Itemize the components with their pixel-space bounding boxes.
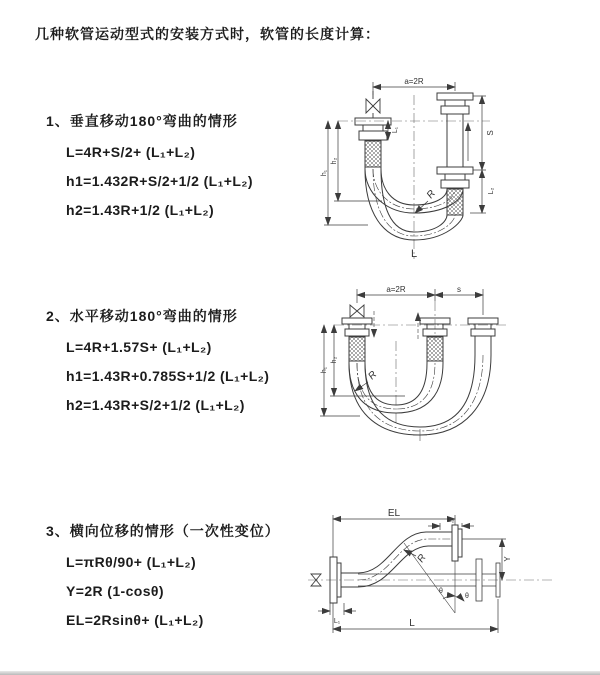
section-horizontal-movement	[46, 306, 269, 426]
formula-line: Y=2R (1-cosθ)	[66, 583, 164, 599]
theta-label: θ	[465, 593, 469, 600]
valve-icon	[366, 91, 380, 118]
theta-label: θ	[439, 588, 443, 595]
dim-label-l2: L₂	[447, 517, 455, 524]
section-lateral-displacement	[46, 521, 280, 641]
section-heading: 3、横向位移的情形（一次性变位）	[46, 523, 280, 539]
section-vertical-movement	[46, 111, 253, 231]
formula-line: L=4R+1.57S+ (L₁+L₂)	[66, 339, 212, 355]
formula-line: h2=1.43R+S/2+1/2 (L₁+L₂)	[66, 397, 245, 413]
dim-label-h1: h₁	[321, 169, 328, 177]
formula-line: L=4R+S/2+ (L₁+L₂)	[66, 144, 196, 160]
dim-label-l1: L₁	[392, 126, 399, 134]
dim-label-h1: h₁	[321, 366, 328, 374]
centerlines	[338, 95, 490, 259]
radius-label: R	[415, 552, 429, 565]
dim-label-el: EL	[387, 508, 401, 519]
diagram-horizontal-180-bend	[310, 283, 550, 458]
dim-label-h2: h₂	[331, 157, 338, 165]
valve-icon	[350, 305, 364, 317]
section-heading: 1、垂直移动180°弯曲的情形	[46, 113, 238, 129]
displaced-hose	[358, 525, 462, 587]
right-fitting	[437, 93, 473, 215]
hose-loops	[349, 355, 491, 435]
formula-line: h1=1.43R+0.785S+1/2 (L₁+L₂)	[66, 368, 270, 384]
dim-label-l1: L₁	[333, 618, 341, 625]
formula-line: h1=1.432R+S/2+1/2 (L₁+L₂)	[66, 173, 253, 189]
formula-line: EL=2Rsinθ+ (L₁+L₂)	[66, 612, 204, 628]
dim-label-s: s	[457, 285, 461, 294]
dim-label-s: S	[486, 130, 495, 136]
dim-label-l2: L₂	[488, 187, 495, 195]
length-label: L	[409, 618, 415, 629]
section-heading: 2、水平移动180°弯曲的情形	[46, 308, 238, 324]
dim-label-a2r: a=2R	[386, 285, 406, 294]
dim-label-y: Y	[503, 556, 512, 562]
diagram-vertical-180-bend	[310, 73, 540, 263]
left-fitting	[355, 118, 391, 169]
length-label: L	[410, 248, 418, 260]
formula-line: L=πRθ/90+ (L₁+L₂)	[66, 554, 197, 570]
dim-label-a2r: a=2R	[404, 77, 424, 86]
page-title: 几种软管运动型式的安装方式时，软管的长度计算：	[35, 26, 380, 42]
dimension-lines	[320, 289, 483, 416]
right-fitting	[468, 318, 498, 355]
dim-label-h2: h₂	[331, 356, 338, 364]
scan-edge-shadow	[0, 671, 600, 675]
angle-construction	[404, 543, 464, 613]
radius-label: R	[424, 188, 438, 201]
formula-line: h2=1.43R+1/2 (L₁+L₂)	[66, 202, 215, 218]
radius-label: R	[366, 369, 380, 383]
diagram-lateral-displacement	[300, 503, 560, 648]
